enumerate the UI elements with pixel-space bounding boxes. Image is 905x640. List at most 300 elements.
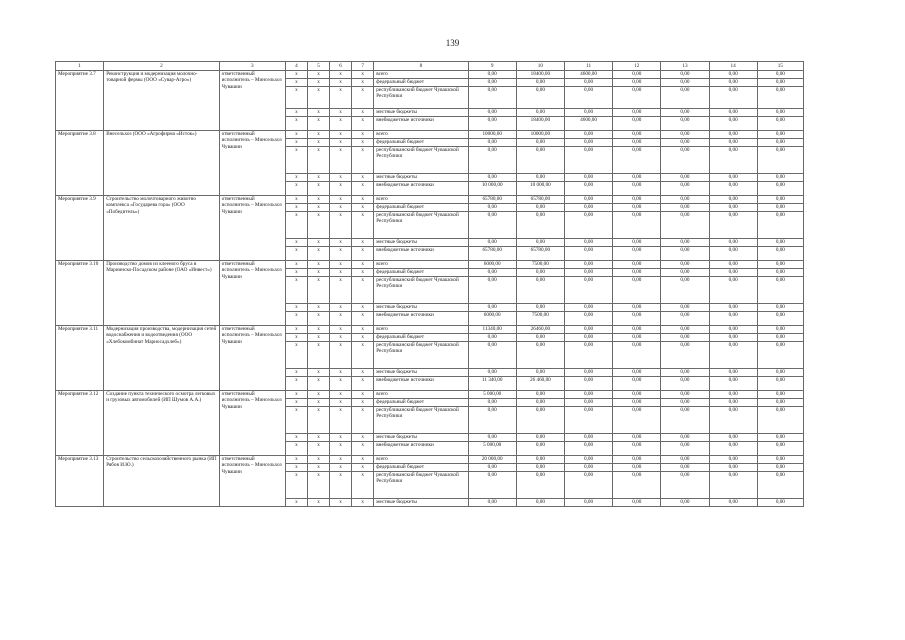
- column-number: 7: [352, 62, 374, 71]
- amount-cell: 0,00: [564, 204, 612, 212]
- amount-cell: 0,00: [757, 499, 803, 507]
- code-cell: x: [352, 182, 374, 196]
- amount-cell: 0,00: [468, 342, 516, 369]
- amount-cell: 0,00: [516, 277, 564, 304]
- amount-cell: 0,00: [661, 277, 709, 304]
- amount-cell: 11340,00: [468, 326, 516, 334]
- amount-cell: 0,00: [709, 342, 757, 369]
- amount-cell: 0,00: [564, 464, 612, 472]
- code-cell: x: [352, 334, 374, 342]
- amount-cell: 0,00: [757, 369, 803, 377]
- amount-cell: 0,00: [757, 212, 803, 239]
- amount-cell: 0,00: [468, 147, 516, 174]
- amount-cell: 26 460,00: [516, 377, 564, 391]
- funding-source: всего: [374, 261, 468, 269]
- amount-cell: 0,00: [613, 261, 661, 269]
- amount-cell: 0,00: [564, 277, 612, 304]
- amount-cell: 0,00: [516, 369, 564, 377]
- amount-cell: 0,00: [661, 472, 709, 499]
- code-cell: x: [307, 456, 329, 464]
- code-cell: x: [285, 139, 307, 147]
- amount-cell: 0,00: [757, 139, 803, 147]
- code-cell: x: [330, 71, 352, 79]
- code-cell: x: [352, 399, 374, 407]
- amount-cell: 0,00: [757, 342, 803, 369]
- amount-cell: 0,00: [757, 391, 803, 399]
- amount-cell: 0,00: [661, 139, 709, 147]
- amount-cell: 0,00: [757, 407, 803, 434]
- code-cell: x: [352, 139, 374, 147]
- code-cell: x: [352, 391, 374, 399]
- amount-cell: 0,00: [757, 196, 803, 204]
- amount-cell: 0,00: [564, 261, 612, 269]
- amount-cell: 0,00: [564, 131, 612, 139]
- column-number: 11: [564, 62, 612, 71]
- measure-code: Мероприятие 3.9: [56, 196, 104, 261]
- code-cell: x: [352, 456, 374, 464]
- measure-name: Строительство сельскохозяйственного рынка (ИП Рябов И.Ю.): [104, 456, 219, 507]
- amount-cell: 0,00: [661, 261, 709, 269]
- amount-cell: 0,00: [564, 196, 612, 204]
- amount-cell: 0,00: [613, 131, 661, 139]
- amount-cell: 0,00: [757, 377, 803, 391]
- code-cell: x: [352, 464, 374, 472]
- amount-cell: 0,00: [468, 239, 516, 247]
- amount-cell: 0,00: [757, 456, 803, 464]
- amount-cell: 0,00: [468, 109, 516, 117]
- amount-cell: 0,00: [516, 434, 564, 442]
- amount-cell: 20 000,00: [468, 456, 516, 464]
- funding-source: республиканский бюджет Чувашской Республики: [374, 87, 468, 109]
- code-cell: x: [285, 342, 307, 369]
- amount-cell: 0,00: [757, 147, 803, 174]
- responsible-executor: ответственный исполнитель – Минсельхоз Чувашии: [219, 131, 285, 196]
- amount-cell: 0,00: [709, 196, 757, 204]
- amount-cell: 0,00: [468, 174, 516, 182]
- amount-cell: 0,00: [564, 499, 612, 507]
- amount-cell: 0,00: [564, 139, 612, 147]
- code-cell: x: [307, 304, 329, 312]
- responsible-executor: ответственный исполнитель – Минсельхоз Чувашии: [219, 196, 285, 261]
- code-cell: x: [285, 261, 307, 269]
- amount-cell: 0,00: [661, 377, 709, 391]
- code-cell: x: [307, 269, 329, 277]
- amount-cell: 0,00: [468, 304, 516, 312]
- code-cell: x: [307, 174, 329, 182]
- amount-cell: 0,00: [613, 117, 661, 131]
- amount-cell: 0,00: [757, 464, 803, 472]
- code-cell: x: [352, 79, 374, 87]
- amount-cell: 0,00: [516, 334, 564, 342]
- amount-cell: 0,00: [757, 334, 803, 342]
- table-row: [56, 196, 804, 204]
- budget-table: [55, 61, 804, 507]
- amount-cell: 0,00: [709, 212, 757, 239]
- code-cell: x: [285, 269, 307, 277]
- amount-cell: 0,00: [468, 407, 516, 434]
- code-cell: x: [307, 472, 329, 499]
- column-number-row: [56, 62, 804, 71]
- amount-cell: 0,00: [516, 147, 564, 174]
- funding-source: внебюджетные источники: [374, 182, 468, 196]
- amount-cell: 10 000,00: [516, 182, 564, 196]
- amount-cell: 0,00: [709, 377, 757, 391]
- funding-source: республиканский бюджет Чувашской Республики: [374, 472, 468, 499]
- code-cell: x: [285, 399, 307, 407]
- amount-cell: 0,00: [564, 79, 612, 87]
- funding-source: местные бюджеты: [374, 109, 468, 117]
- amount-cell: 0,00: [709, 391, 757, 399]
- amount-cell: 0,00: [709, 456, 757, 464]
- code-cell: x: [330, 399, 352, 407]
- funding-source: внебюджетные источники: [374, 312, 468, 326]
- code-cell: x: [307, 342, 329, 369]
- amount-cell: 0,00: [613, 174, 661, 182]
- amount-cell: 0,00: [468, 499, 516, 507]
- code-cell: x: [285, 464, 307, 472]
- measure-name: Производство домов из клееного бруса в Мариинско-Посадском районе (ОАО «Инвест»): [104, 261, 219, 326]
- column-number: 6: [330, 62, 352, 71]
- code-cell: x: [307, 182, 329, 196]
- amount-cell: 0,00: [757, 182, 803, 196]
- funding-source: республиканский бюджет Чувашской Республики: [374, 277, 468, 304]
- amount-cell: 0,00: [757, 326, 803, 334]
- amount-cell: 0,00: [757, 87, 803, 109]
- funding-source: внебюджетные источники: [374, 247, 468, 261]
- code-cell: x: [285, 196, 307, 204]
- amount-cell: 0,00: [613, 239, 661, 247]
- code-cell: x: [330, 434, 352, 442]
- measure-code: Мероприятие 3.10: [56, 261, 104, 326]
- amount-cell: 0,00: [709, 79, 757, 87]
- funding-source: всего: [374, 456, 468, 464]
- amount-cell: 0,00: [661, 442, 709, 456]
- amount-cell: 0,00: [564, 472, 612, 499]
- code-cell: x: [307, 87, 329, 109]
- amount-cell: 0,00: [661, 247, 709, 261]
- amount-cell: 11 340,00: [468, 377, 516, 391]
- amount-cell: 0,00: [516, 212, 564, 239]
- amount-cell: 0,00: [468, 334, 516, 342]
- amount-cell: 0,00: [516, 139, 564, 147]
- amount-cell: 0,00: [516, 472, 564, 499]
- code-cell: x: [285, 442, 307, 456]
- code-cell: x: [330, 269, 352, 277]
- code-cell: x: [307, 391, 329, 399]
- amount-cell: 0,00: [709, 399, 757, 407]
- code-cell: x: [330, 196, 352, 204]
- amount-cell: 0,00: [516, 304, 564, 312]
- code-cell: x: [285, 377, 307, 391]
- responsible-executor: ответственный исполнитель – Минсельхоз Чувашии: [219, 261, 285, 326]
- amount-cell: 0,00: [468, 204, 516, 212]
- measure-code: Мероприятие 3.12: [56, 391, 104, 456]
- code-cell: x: [285, 247, 307, 261]
- amount-cell: 0,00: [564, 182, 612, 196]
- amount-cell: 0,00: [468, 399, 516, 407]
- code-cell: x: [330, 131, 352, 139]
- code-cell: x: [307, 239, 329, 247]
- funding-source: местные бюджеты: [374, 434, 468, 442]
- code-cell: x: [285, 109, 307, 117]
- amount-cell: 0,00: [757, 261, 803, 269]
- amount-cell: 0,00: [613, 391, 661, 399]
- amount-cell: 0,00: [613, 499, 661, 507]
- code-cell: x: [285, 239, 307, 247]
- funding-source: федеральный бюджет: [374, 269, 468, 277]
- code-cell: x: [307, 109, 329, 117]
- code-cell: x: [307, 399, 329, 407]
- code-cell: x: [285, 391, 307, 399]
- amount-cell: 0,00: [516, 442, 564, 456]
- amount-cell: 0,00: [709, 269, 757, 277]
- amount-cell: 0,00: [516, 407, 564, 434]
- amount-cell: 0,00: [468, 212, 516, 239]
- funding-source: республиканский бюджет Чувашской Республики: [374, 212, 468, 239]
- amount-cell: 0,00: [661, 87, 709, 109]
- amount-cell: 0,00: [661, 71, 709, 79]
- code-cell: x: [352, 212, 374, 239]
- amount-cell: 26460,00: [516, 326, 564, 334]
- code-cell: x: [307, 312, 329, 326]
- code-cell: x: [330, 139, 352, 147]
- amount-cell: 0,00: [709, 407, 757, 434]
- measure-code: Мероприятие 3.13: [56, 456, 104, 507]
- amount-cell: 0,00: [661, 391, 709, 399]
- code-cell: x: [330, 442, 352, 456]
- amount-cell: 10000,00: [468, 131, 516, 139]
- code-cell: x: [307, 369, 329, 377]
- amount-cell: 0,00: [709, 139, 757, 147]
- funding-source: всего: [374, 391, 468, 399]
- amount-cell: 0,00: [757, 131, 803, 139]
- code-cell: x: [285, 326, 307, 334]
- amount-cell: 0,00: [564, 87, 612, 109]
- amount-cell: 0,00: [661, 117, 709, 131]
- code-cell: x: [352, 247, 374, 261]
- code-cell: x: [352, 87, 374, 109]
- amount-cell: 0,00: [757, 174, 803, 182]
- amount-cell: 0,00: [661, 131, 709, 139]
- amount-cell: 0,00: [468, 269, 516, 277]
- funding-source: федеральный бюджет: [374, 204, 468, 212]
- funding-source: федеральный бюджет: [374, 464, 468, 472]
- amount-cell: 0,00: [516, 399, 564, 407]
- page-number: 139: [445, 38, 460, 48]
- amount-cell: 0,00: [709, 369, 757, 377]
- amount-cell: 0,00: [613, 442, 661, 456]
- code-cell: x: [330, 182, 352, 196]
- amount-cell: 0,00: [757, 79, 803, 87]
- amount-cell: 0,00: [564, 456, 612, 464]
- code-cell: x: [307, 139, 329, 147]
- code-cell: x: [352, 269, 374, 277]
- table-row: [56, 391, 804, 399]
- amount-cell: 0,00: [564, 147, 612, 174]
- amount-cell: 0,00: [757, 71, 803, 79]
- amount-cell: 0,00: [757, 442, 803, 456]
- amount-cell: 0,00: [709, 442, 757, 456]
- funding-source: внебюджетные источники: [374, 117, 468, 131]
- code-cell: x: [307, 79, 329, 87]
- code-cell: x: [285, 87, 307, 109]
- code-cell: x: [352, 312, 374, 326]
- amount-cell: 10000,00: [516, 131, 564, 139]
- column-number: 14: [709, 62, 757, 71]
- amount-cell: 10 000,00: [468, 182, 516, 196]
- amount-cell: 0,00: [757, 269, 803, 277]
- amount-cell: 6000,00: [468, 261, 516, 269]
- amount-cell: 0,00: [564, 247, 612, 261]
- amount-cell: 0,00: [564, 334, 612, 342]
- amount-cell: 0,00: [709, 261, 757, 269]
- code-cell: x: [330, 342, 352, 369]
- funding-source: федеральный бюджет: [374, 79, 468, 87]
- amount-cell: 0,00: [468, 434, 516, 442]
- amount-cell: 0,00: [709, 472, 757, 499]
- amount-cell: 0,00: [613, 71, 661, 79]
- code-cell: x: [285, 334, 307, 342]
- amount-cell: 0,00: [613, 79, 661, 87]
- code-cell: x: [330, 312, 352, 326]
- code-cell: x: [330, 247, 352, 261]
- measure-name: Создание пункта технического осмотра легковых и грузовых автомобилей (ИП Шумов А.А.): [104, 391, 219, 456]
- code-cell: x: [307, 334, 329, 342]
- amount-cell: 0,00: [613, 326, 661, 334]
- code-cell: x: [352, 369, 374, 377]
- code-cell: x: [352, 196, 374, 204]
- amount-cell: 0,00: [661, 456, 709, 464]
- code-cell: x: [330, 304, 352, 312]
- code-cell: x: [285, 182, 307, 196]
- code-cell: x: [352, 442, 374, 456]
- measure-name: Строительство молочтоварного животно комплекса «Государева гора» (ООО «Победитель»): [104, 196, 219, 261]
- amount-cell: 0,00: [468, 139, 516, 147]
- amount-cell: 0,00: [613, 277, 661, 304]
- code-cell: x: [307, 407, 329, 434]
- amount-cell: 0,00: [516, 239, 564, 247]
- column-number: 3: [219, 62, 285, 71]
- amount-cell: 0,00: [613, 204, 661, 212]
- column-number: 1: [56, 62, 104, 71]
- amount-cell: 5 000,00: [468, 442, 516, 456]
- amount-cell: 0,00: [613, 472, 661, 499]
- code-cell: x: [307, 464, 329, 472]
- amount-cell: 0,00: [516, 87, 564, 109]
- amount-cell: 0,00: [661, 326, 709, 334]
- code-cell: x: [307, 326, 329, 334]
- amount-cell: 65780,00: [468, 196, 516, 204]
- code-cell: x: [330, 204, 352, 212]
- amount-cell: 0,00: [661, 239, 709, 247]
- amount-cell: 0,00: [709, 174, 757, 182]
- code-cell: x: [352, 304, 374, 312]
- code-cell: x: [330, 174, 352, 182]
- measure-name: Внесельхоз (ООО «Агрофирма «Исток»): [104, 131, 219, 196]
- amount-cell: 0,00: [613, 182, 661, 196]
- code-cell: x: [307, 377, 329, 391]
- code-cell: x: [352, 261, 374, 269]
- amount-cell: 0,00: [613, 269, 661, 277]
- amount-cell: 0,00: [661, 334, 709, 342]
- amount-cell: 0,00: [613, 434, 661, 442]
- code-cell: x: [352, 71, 374, 79]
- code-cell: x: [330, 456, 352, 464]
- amount-cell: 0,00: [661, 399, 709, 407]
- code-cell: x: [352, 377, 374, 391]
- code-cell: x: [307, 71, 329, 79]
- responsible-executor: ответственный исполнитель – Минсельхоз Чувашии: [219, 71, 285, 131]
- code-cell: x: [330, 261, 352, 269]
- funding-source: республиканский бюджет Чувашской Республики: [374, 342, 468, 369]
- code-cell: x: [330, 326, 352, 334]
- amount-cell: 0,00: [757, 304, 803, 312]
- amount-cell: 0,00: [709, 326, 757, 334]
- amount-cell: 0,00: [709, 464, 757, 472]
- amount-cell: 0,00: [564, 369, 612, 377]
- amount-cell: 0,00: [613, 109, 661, 117]
- amount-cell: 0,00: [709, 131, 757, 139]
- measure-code: Мероприятие 3.11: [56, 326, 104, 391]
- amount-cell: 0,00: [468, 79, 516, 87]
- code-cell: x: [285, 71, 307, 79]
- code-cell: x: [307, 131, 329, 139]
- amount-cell: 65780,00: [516, 247, 564, 261]
- code-cell: x: [285, 434, 307, 442]
- funding-source: всего: [374, 196, 468, 204]
- amount-cell: 0,00: [661, 196, 709, 204]
- funding-source: местные бюджеты: [374, 174, 468, 182]
- amount-cell: 65780,00: [468, 247, 516, 261]
- amount-cell: 0,00: [564, 109, 612, 117]
- amount-cell: 0,00: [757, 204, 803, 212]
- column-number: 2: [104, 62, 219, 71]
- code-cell: x: [330, 277, 352, 304]
- amount-cell: 0,00: [757, 472, 803, 499]
- amount-cell: 0,00: [709, 204, 757, 212]
- amount-cell: 0,00: [709, 239, 757, 247]
- code-cell: x: [352, 109, 374, 117]
- responsible-executor: ответственный исполнитель – Минсельхоз Чувашии: [219, 456, 285, 507]
- measure-name: Модернизация производства, модернизация сетей водоснабжения и водоотведения (ООО «Хлебокомбинат Мариосадхлеб»): [104, 326, 219, 391]
- amount-cell: 7500,00: [516, 261, 564, 269]
- column-number: 15: [757, 62, 803, 71]
- funding-source: местные бюджеты: [374, 369, 468, 377]
- amount-cell: 0,00: [613, 196, 661, 204]
- amount-cell: 0,00: [709, 277, 757, 304]
- amount-cell: 0,00: [709, 147, 757, 174]
- funding-source: республиканский бюджет Чувашской Республики: [374, 407, 468, 434]
- amount-cell: 0,00: [661, 147, 709, 174]
- amount-cell: 0,00: [613, 87, 661, 109]
- amount-cell: 0,00: [613, 312, 661, 326]
- amount-cell: 0,00: [661, 212, 709, 239]
- amount-cell: 0,00: [613, 247, 661, 261]
- amount-cell: 0,00: [516, 499, 564, 507]
- amount-cell: 0,00: [757, 117, 803, 131]
- code-cell: x: [307, 117, 329, 131]
- amount-cell: 0,00: [613, 377, 661, 391]
- amount-cell: 0,00: [661, 407, 709, 434]
- column-number: 12: [613, 62, 661, 71]
- funding-source: федеральный бюджет: [374, 139, 468, 147]
- amount-cell: 0,00: [564, 407, 612, 434]
- amount-cell: 0,00: [709, 304, 757, 312]
- code-cell: x: [352, 434, 374, 442]
- code-cell: x: [330, 147, 352, 174]
- code-cell: x: [307, 147, 329, 174]
- amount-cell: 0,00: [564, 304, 612, 312]
